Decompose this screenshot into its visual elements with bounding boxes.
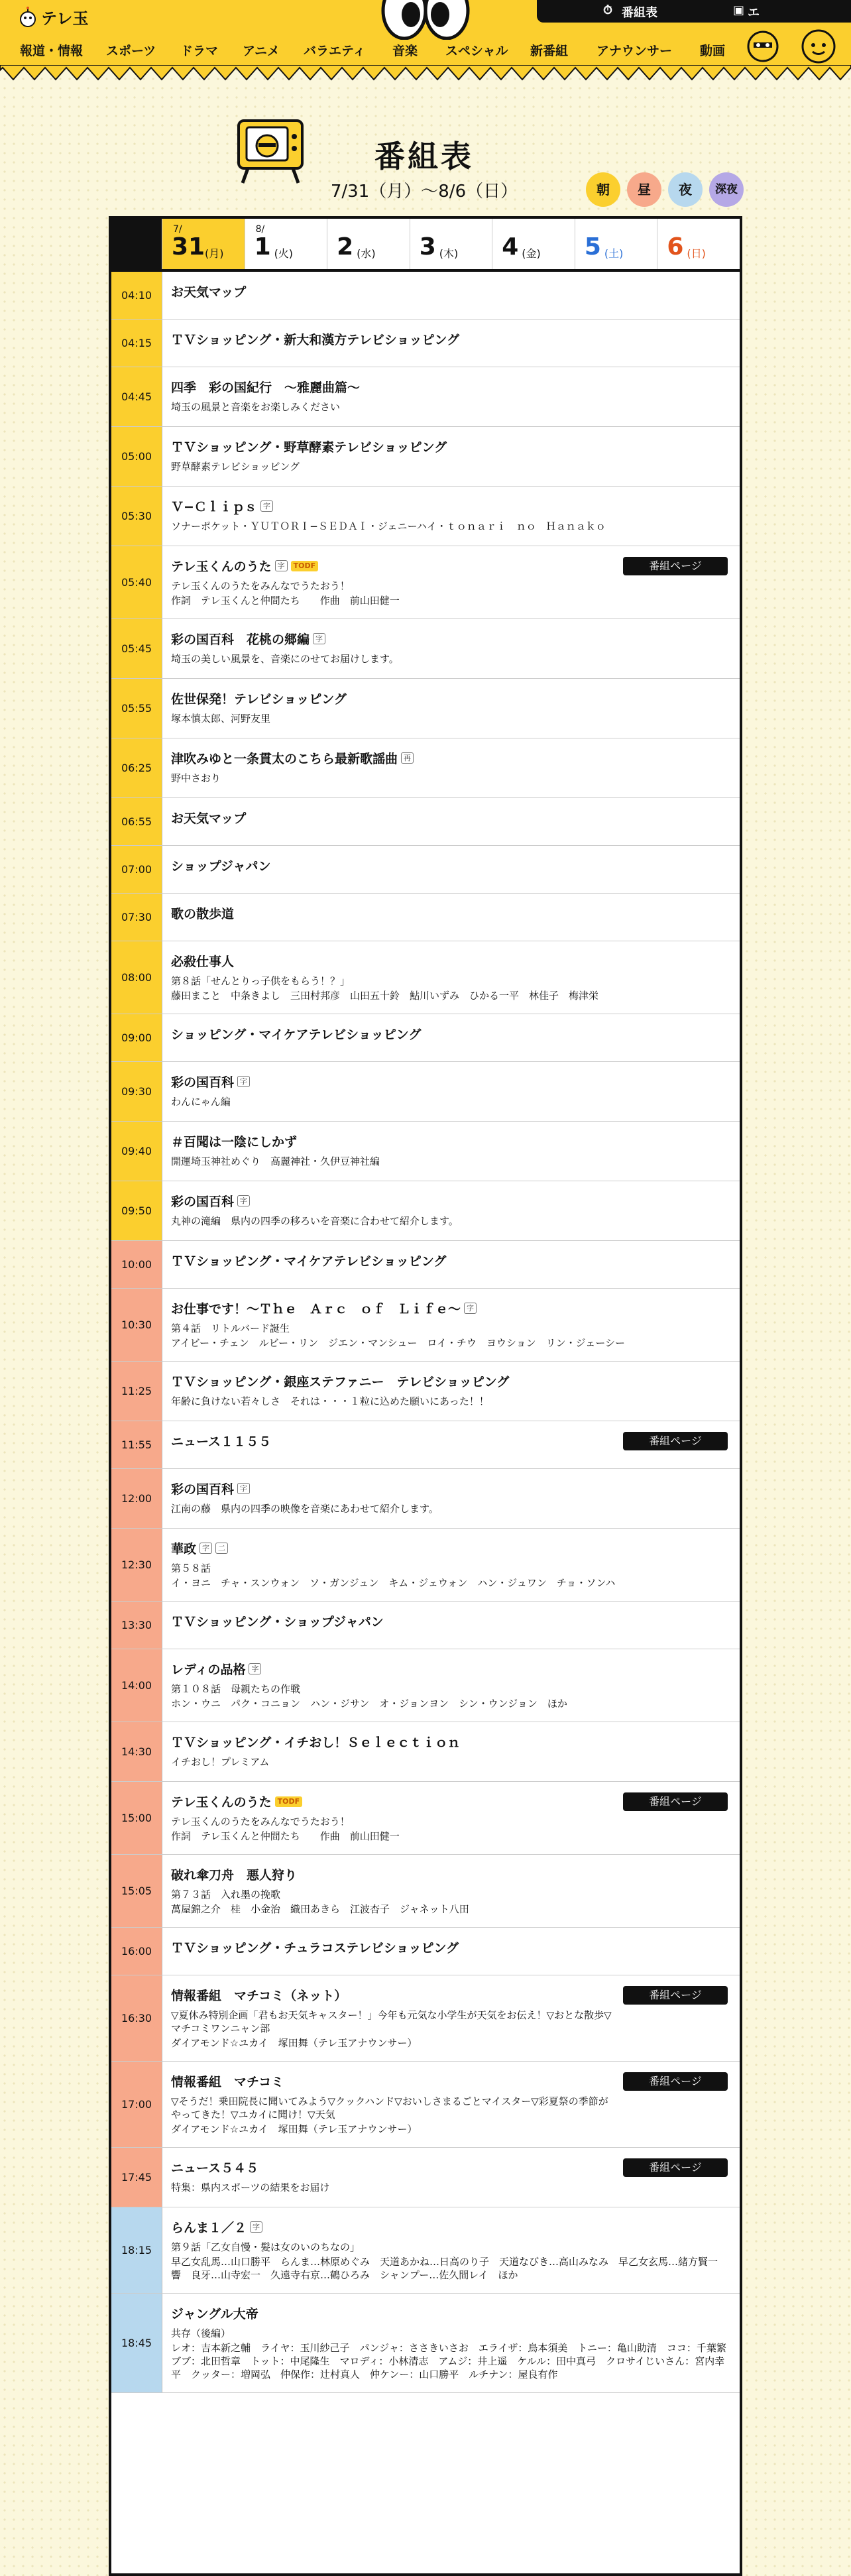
program-description: テレ玉くんのうたをみんなでうたおう！ (171, 1816, 350, 1828)
program-info (171, 630, 726, 666)
program-time: 16:30 (111, 1975, 162, 2061)
radio-link[interactable]: エ (748, 6, 760, 20)
program-tag: TODF (291, 561, 319, 571)
program-title[interactable]: 破れ傘刀舟 悪人狩り (171, 1868, 298, 1883)
title-area (0, 106, 851, 205)
program-info (171, 809, 726, 827)
program-title[interactable]: ＴＶショッピング・ショップジャパン (171, 1615, 384, 1629)
program-description: 第４話 リトルバード誕生 (171, 1322, 290, 1334)
program-title-line (171, 1432, 614, 1450)
program-time: 07:00 (111, 846, 162, 893)
program-title-line (171, 749, 726, 767)
program-row[interactable] (111, 1602, 740, 1649)
program-title[interactable]: 情報番組 マチコミ（ネット） (171, 1989, 347, 2003)
program-title[interactable]: 彩の国百科 (171, 1195, 235, 1209)
program-info (171, 2304, 736, 2381)
program-description: ダイアモンド☆ユカイ 塚田舞（テレ玉アナウンサー） (171, 2037, 418, 2049)
program-badge: 字 (199, 1543, 212, 1554)
program-description: わんにゃん編 (171, 1096, 231, 1108)
day-tab-0[interactable] (162, 219, 245, 269)
program-description: 第５８話 (171, 1562, 211, 1574)
program-row[interactable] (111, 272, 740, 320)
program-title-line (171, 438, 726, 455)
program-title[interactable]: 彩の国百科 花桃の郷編 (171, 632, 310, 647)
program-description: 塚本慎太郎、河野友里 (171, 713, 271, 725)
program-page-button[interactable]: 番組ページ (623, 2072, 728, 2091)
nav-news[interactable]: 報道・情報 (20, 44, 84, 58)
site-header (0, 0, 851, 66)
program-row[interactable] (111, 619, 740, 679)
program-description: 埼玉の風景と音楽をお楽しみください (171, 401, 341, 413)
program-title-line (171, 809, 726, 827)
program-time: 09:40 (111, 1122, 162, 1181)
program-title-line (171, 1733, 726, 1751)
program-title[interactable]: Ｖ−Ｃｌｉｐｓ (171, 500, 257, 514)
program-description: 江南の藤 県内の四季の映像を音楽にあわせて紹介します。 (171, 1503, 439, 1515)
program-badge: 字 (249, 1663, 261, 1674)
program-time: 05:30 (111, 487, 162, 546)
program-info (171, 904, 726, 922)
program-description: 野中さおり (171, 772, 221, 784)
program-time: 04:10 (111, 272, 162, 319)
program-description: 早乙女乱馬…山口勝平 らんま…林原めぐみ 天道あかね…日高のり子 天道なびき…高山みなみ 早乙女玄馬…緒方賢一 響 良牙…山寺宏一 久遠寺右京…鶴ひろみ シャンプー…佐久間レイ ほか (171, 2256, 728, 2281)
program-title-line (171, 1612, 726, 1630)
program-title-line (171, 2158, 614, 2176)
program-title-line (171, 557, 614, 575)
program-title-line (171, 1299, 726, 1317)
program-description: イチおし！プレミアム (171, 1756, 270, 1768)
program-time: 08:00 (111, 941, 162, 1014)
program-info (171, 1252, 726, 1269)
program-time: 05:45 (111, 619, 162, 678)
program-row[interactable] (111, 2207, 740, 2294)
day-weekday: (木) (439, 247, 459, 260)
program-row[interactable] (111, 1469, 740, 1529)
program-row[interactable] (111, 679, 740, 738)
program-description: ホン・ウニ パク・コニョン ハン・ジサン オ・ジョンヨン シン・ウンジョン ほか (171, 1698, 567, 1710)
date-range: 7/31（月）〜8/6（日） (330, 182, 518, 202)
day-tab-5[interactable] (575, 219, 657, 269)
program-row[interactable] (111, 320, 740, 367)
program-title[interactable]: お仕事です！〜Ｔｈｅ Ａｒｃ ｏｆ Ｌｉｆｅ〜 (171, 1302, 461, 1317)
nav-special[interactable]: スペシャル (445, 44, 508, 58)
program-title[interactable]: 情報番組 マチコミ (171, 2075, 284, 2089)
program-title-line (171, 2304, 726, 2322)
program-info (171, 1025, 726, 1043)
day-tab-6[interactable] (657, 219, 740, 269)
program-info (171, 1938, 726, 1956)
day-number: 4 (502, 233, 519, 261)
program-info (171, 282, 726, 300)
day-month: 8/ (255, 224, 265, 235)
mascot-2-icon (798, 25, 839, 64)
program-time: 05:00 (111, 427, 162, 486)
program-title[interactable]: ニュース１１５５ (171, 1434, 272, 1449)
program-description: 野草酵素テレビショッピング (171, 461, 300, 473)
tod-morning-button[interactable]: 朝 (586, 172, 620, 207)
program-badge: 字 (313, 633, 325, 644)
program-badge: 再 (401, 752, 414, 764)
program-title[interactable]: ＴＶショッピング・野草酵素テレビショッピング (171, 440, 447, 455)
program-row[interactable] (111, 1421, 740, 1469)
program-time: 14:00 (111, 1649, 162, 1722)
program-description: 作詞 テレ玉くんと仲間たち 作曲 前山田健一 (171, 1830, 400, 1842)
program-info (171, 1132, 726, 1168)
program-title[interactable]: らんま１／２ (171, 2221, 247, 2235)
page-title: 番組表 (374, 139, 474, 174)
program-info (171, 378, 726, 414)
program-description: ダイアモンド☆ユカイ 塚田舞（テレ玉アナウンサー） (171, 2123, 418, 2135)
program-row[interactable] (111, 738, 740, 798)
program-time: 13:30 (111, 1602, 162, 1649)
nav-announcer[interactable]: アナウンサー (596, 44, 673, 58)
program-row[interactable] (111, 427, 740, 487)
program-info (171, 749, 726, 785)
program-description: レオ：吉本新之輔 ライヤ：玉川紗己子 パンジャ：ささきいさお エライザ：鳥本須美 トニー：亀山助清 ココ：千葉繁 ブブ：北田哲章 トット：中尾隆生 マロディ：小林清志 アムジ：井上遥 ケルル：田中真弓 クロサイじいさん：宮内幸平 クッター：増岡弘 仲保作：辻村真人 仲ケンー：山口勝平 ルチナン：屋良有作 (171, 2342, 736, 2380)
program-description: 埼玉の美しい風景を、音楽にのせてお届けします。 (171, 653, 399, 665)
day-month: 7/ (173, 224, 182, 235)
day-number: 3 (419, 233, 436, 261)
nav-variety[interactable]: バラエティ (304, 44, 366, 58)
nav-drama[interactable]: ドラマ (180, 44, 219, 58)
program-grid (109, 216, 742, 2576)
program-row[interactable] (111, 1855, 740, 1928)
program-description: ▽夏休み特別企画「君もお天気キャスター！」今年も元気な小学生が天気をお伝え！▽おとな散歩▽マチコミワンニャン部 (171, 2009, 612, 2034)
program-title[interactable]: お天気マップ (171, 811, 247, 826)
program-info (171, 497, 726, 533)
program-info (171, 856, 726, 874)
program-title-line (171, 2072, 614, 2090)
program-title[interactable]: 四季 彩の国紀行 〜雅麗曲篇〜 (171, 381, 361, 395)
program-info (171, 689, 726, 725)
program-info (171, 1073, 726, 1108)
program-time: 10:00 (111, 1241, 162, 1288)
program-row[interactable] (111, 2294, 740, 2393)
program-row[interactable] (111, 1928, 740, 1975)
clock-icon: ⏱ (603, 3, 613, 17)
radio-icon: ▣ (733, 3, 745, 17)
main-nav (0, 38, 851, 62)
program-title-line (171, 497, 726, 515)
program-time: 04:15 (111, 320, 162, 367)
program-time: 12:30 (111, 1529, 162, 1601)
program-time: 11:55 (111, 1421, 162, 1468)
program-info (171, 1986, 614, 2050)
program-row[interactable] (111, 1062, 740, 1122)
program-info (171, 1480, 726, 1515)
day-tab-3[interactable] (410, 219, 492, 269)
program-title-line (171, 1252, 726, 1269)
day-corner (111, 219, 162, 269)
program-badge: 字 (237, 1195, 250, 1206)
program-title[interactable]: ＃百聞は一陰にしかず (171, 1135, 298, 1149)
program-row[interactable] (111, 1975, 740, 2062)
program-description: ソナーポケット・ＹＵＴＯＲＩ−ＳＥＤＡＩ・ジェニーハイ・ｔｏｎａｒｉ ｎｏ Ｈａｎａｋｏ (171, 520, 606, 532)
nav-anime[interactable]: アニメ (243, 44, 280, 58)
program-time: 06:25 (111, 738, 162, 797)
program-title-line (171, 1372, 726, 1390)
program-title[interactable]: ＴＶショッピング・チュラコステレビショッピング (171, 1941, 459, 1956)
program-title-line (171, 1539, 726, 1557)
program-description: アイビー・チェン ルビー・リン ジエン・マンシュー ロイ・チウ ヨウション リン・ジェーシー (171, 1337, 625, 1349)
program-time: 09:00 (111, 1014, 162, 1061)
program-row[interactable] (111, 1181, 740, 1241)
day-weekday: (土) (604, 247, 624, 260)
day-tab-1[interactable] (245, 219, 327, 269)
program-info (171, 1733, 726, 1769)
mascot-link-2[interactable] (798, 25, 839, 66)
program-page-button[interactable]: 番組ページ (623, 1432, 728, 1450)
program-title[interactable]: 華政 (171, 1542, 197, 1556)
program-row[interactable] (111, 1014, 740, 1062)
program-row[interactable] (111, 1289, 740, 1362)
program-row[interactable] (111, 798, 740, 846)
program-title[interactable]: ＴＶショッピング・イチおし！Ｓｅｌｅｃｔｉｏｎ (171, 1735, 461, 1750)
program-info (171, 1432, 614, 1450)
program-tag: TODF (275, 1796, 303, 1807)
program-row[interactable] (111, 2062, 740, 2148)
program-badge: 字 (237, 1483, 250, 1494)
program-title[interactable]: ＴＶショッピング・銀座ステファニー テレビショッピング (171, 1375, 510, 1389)
program-time: 12:00 (111, 1469, 162, 1528)
program-title-line (171, 2218, 726, 2236)
program-title[interactable]: ジャングル大帝 (171, 2307, 258, 2321)
program-title-line (171, 282, 726, 300)
program-badge: 二 (215, 1543, 228, 1554)
program-row[interactable] (111, 894, 740, 941)
program-time: 17:00 (111, 2062, 162, 2147)
day-tab-2[interactable] (327, 219, 410, 269)
program-title-line (171, 1192, 726, 1210)
program-title-line (171, 1986, 614, 2004)
program-time: 10:30 (111, 1289, 162, 1361)
program-description: 特集：県内スポーツの結果をお届け (171, 2182, 330, 2194)
program-title-line (171, 904, 726, 922)
mascot-eyes (379, 0, 472, 40)
program-info (171, 1660, 726, 1710)
program-title[interactable]: 彩の国百科 (171, 1482, 235, 1497)
program-row[interactable] (111, 1722, 740, 1782)
program-title-line (171, 952, 726, 970)
program-title[interactable]: ＴＶショッピング・マイケアテレビショッピング (171, 1254, 447, 1269)
program-info (171, 1539, 726, 1590)
program-time: 18:45 (111, 2294, 162, 2392)
program-description: 萬屋錦之介 桂 小金治 織田あきら 江波杏子 ジャネット八田 (171, 1903, 469, 1915)
utility-bar (537, 0, 851, 23)
program-info (171, 557, 614, 607)
program-time: 17:45 (111, 2148, 162, 2207)
mascot-icon (744, 25, 782, 64)
program-title-line (171, 330, 726, 348)
program-page-button[interactable]: 番組ページ (623, 2158, 728, 2177)
program-row[interactable] (111, 846, 740, 894)
day-number: 31 (172, 233, 205, 261)
program-info (171, 2218, 726, 2282)
program-title[interactable]: 佐世保発！テレビショッピング (171, 692, 347, 707)
tod-midnight-button[interactable]: 深夜 (709, 172, 744, 207)
program-title[interactable]: ニュース５４５ (171, 2161, 259, 2176)
logo-text: テレ玉 (41, 9, 89, 28)
program-title-line (171, 1480, 726, 1497)
schedule-link[interactable]: 番組表 (622, 6, 657, 20)
program-row[interactable] (111, 367, 740, 427)
day-weekday: (火) (274, 247, 294, 260)
program-title[interactable]: 津吹みゆと一条貫太のこちら最新歌謡曲 (171, 752, 398, 766)
program-description: 第７３話 入れ墨の挽歌 (171, 1889, 281, 1901)
program-row[interactable] (111, 2148, 740, 2207)
day-weekday: (月) (205, 247, 224, 260)
program-info (171, 330, 726, 348)
day-tab-4[interactable] (492, 219, 575, 269)
program-title[interactable]: 彩の国百科 (171, 1075, 235, 1090)
program-title[interactable]: ショッピング・マイケアテレビショッピング (171, 1027, 422, 1042)
program-title[interactable]: ショップジャパン (171, 859, 271, 874)
program-description: 開運埼玉神社めぐり 高麗神社・久伊豆神社編 (171, 1155, 380, 1167)
program-title[interactable]: 必殺仕事人 (171, 955, 235, 969)
program-info (171, 2158, 614, 2194)
program-title-line (171, 1660, 726, 1678)
program-time: 05:55 (111, 679, 162, 738)
program-description: 作詞 テレ玉くんと仲間たち 作曲 前山田健一 (171, 595, 400, 607)
program-page-button[interactable]: 番組ページ (623, 557, 728, 575)
program-row[interactable] (111, 1782, 740, 1855)
program-time: 04:45 (111, 367, 162, 426)
program-row[interactable] (111, 487, 740, 546)
program-time: 18:15 (111, 2207, 162, 2293)
nav-new-programs[interactable]: 新番組 (530, 44, 569, 58)
program-row[interactable] (111, 1649, 740, 1722)
program-badge: 字 (237, 1076, 250, 1087)
site-logo[interactable] (19, 5, 89, 29)
day-weekday: (日) (687, 247, 706, 260)
program-description: 丸神の滝編 県内の四季の移ろいを音楽に合わせて紹介します。 (171, 1215, 459, 1227)
day-number: 1 (254, 233, 271, 261)
day-weekday: (金) (522, 247, 541, 260)
day-number: 5 (584, 233, 601, 261)
program-description: 共存（後編） (171, 2327, 231, 2339)
program-title-line (171, 1025, 726, 1043)
header-zigzag-edge (0, 65, 851, 85)
program-description: 年齢に負けない若々しさ それは・・・１粒に込めた願いにあった！！ (171, 1395, 489, 1407)
program-badge: 字 (275, 560, 288, 571)
program-time: 09:50 (111, 1181, 162, 1240)
program-time: 11:25 (111, 1362, 162, 1421)
program-title[interactable]: 歌の散歩道 (171, 907, 235, 921)
program-info (171, 1372, 726, 1408)
program-row[interactable] (111, 1362, 740, 1421)
program-info (171, 438, 726, 473)
program-title[interactable]: テレ玉くんのうた (171, 559, 272, 574)
program-title-line (171, 1938, 726, 1956)
program-row[interactable] (111, 1529, 740, 1602)
program-time: 05:40 (111, 546, 162, 618)
program-description: 第８話「せんとりっ子供をもらう！？」 (171, 975, 351, 987)
day-number: 2 (337, 233, 354, 261)
nav-video[interactable]: 動画 (700, 44, 726, 58)
tod-evening-button[interactable]: 夜 (668, 172, 703, 207)
program-description: 藤田まこと 中条きよし 三田村邦彦 山田五十鈴 鮎川いずみ ひかる一平 林佳子 梅津栄 (171, 990, 599, 1002)
program-info (171, 1865, 726, 1916)
program-title-line (171, 856, 726, 874)
program-title[interactable]: お天気マップ (171, 285, 247, 300)
nav-sports[interactable]: スポーツ (106, 44, 156, 58)
program-title-line (171, 1792, 614, 1810)
program-time: 14:30 (111, 1722, 162, 1781)
program-time: 07:30 (111, 894, 162, 941)
program-title-line (171, 630, 726, 648)
day-number: 6 (667, 233, 684, 261)
program-info (171, 952, 726, 1002)
program-title[interactable]: レディの品格 (171, 1663, 246, 1677)
program-badge: 字 (260, 500, 273, 512)
program-time: 15:05 (111, 1855, 162, 1927)
program-description: ▽そうだ！乗田院長に聞いてみよう▽クックハンド▽おいしさまるごとマイスター▽彩夏祭の季節がやってきた！▽ユカイに聞け！▽天気 (171, 2095, 608, 2121)
program-row[interactable] (111, 941, 740, 1014)
program-title[interactable]: ＴＶショッピング・新大和漢方テレビショッピング (171, 333, 460, 347)
tod-noon-button[interactable]: 昼 (627, 172, 661, 207)
program-description: イ・ヨニ チャ・スンウォン ソ・ガンジュン キム・ジェウォン ハン・ジュワン チョ・ソンハ (171, 1577, 616, 1589)
program-description: 第１０８話 母親たちの作戦 (171, 1683, 301, 1695)
tv-icon (233, 114, 308, 186)
program-row[interactable] (111, 1122, 740, 1181)
program-time: 16:00 (111, 1928, 162, 1975)
program-info (171, 2072, 614, 2136)
program-title-line (171, 689, 726, 707)
program-description: テレ玉くんのうたをみんなでうたおう！ (171, 580, 350, 592)
program-title-line (171, 1865, 726, 1883)
program-badge: 字 (250, 2221, 262, 2233)
program-time: 15:00 (111, 1782, 162, 1854)
program-page-button[interactable]: 番組ページ (623, 1792, 728, 1811)
logo-mascot-icon (19, 6, 37, 29)
program-info (171, 1612, 726, 1630)
program-title-line (171, 1132, 726, 1150)
mascot-link-1[interactable] (744, 25, 782, 66)
program-page-button[interactable]: 番組ページ (623, 1986, 728, 2005)
program-info (171, 1192, 726, 1228)
program-title-line (171, 378, 726, 396)
nav-music[interactable]: 音楽 (392, 44, 418, 58)
program-info (171, 1792, 614, 1843)
day-tabs (111, 219, 740, 272)
program-time: 06:55 (111, 798, 162, 845)
program-description: 第９話「乙女自慢・髪は女のいのちなの」 (171, 2241, 361, 2253)
program-row[interactable] (111, 1241, 740, 1289)
program-info (171, 1299, 726, 1350)
program-time: 09:30 (111, 1062, 162, 1121)
program-badge: 字 (464, 1303, 477, 1314)
program-title-line (171, 1073, 726, 1090)
program-title[interactable]: テレ玉くんのうた (171, 1795, 272, 1810)
day-weekday: (水) (357, 247, 376, 260)
program-row[interactable] (111, 546, 740, 619)
